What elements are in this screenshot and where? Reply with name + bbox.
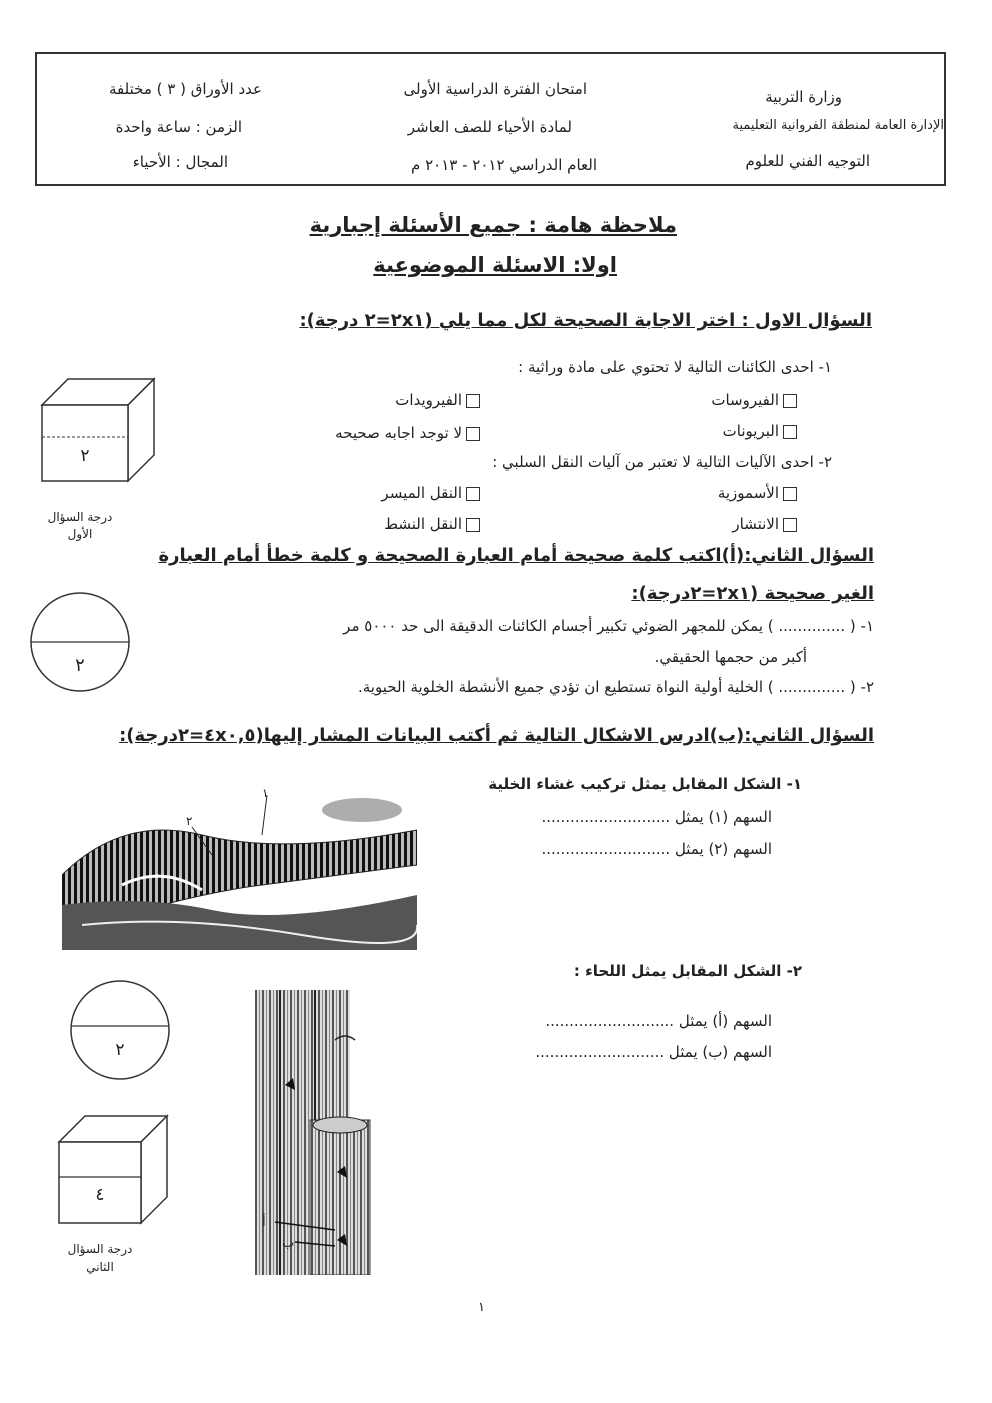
q2a-score-value: ٢ [75, 655, 85, 676]
checkbox[interactable] [783, 487, 797, 501]
q2b-item1-line2: السهم (٢) يمثل ........................... [541, 840, 772, 858]
q2a-heading-line2 [631, 583, 874, 604]
q2-score-label-1: درجة السؤال [67, 1242, 133, 1256]
checkbox[interactable] [783, 394, 797, 408]
cell-membrane-figure [62, 775, 417, 950]
membrane-label-1: ١ [262, 786, 269, 800]
checkbox[interactable] [783, 425, 797, 439]
q2a-item1-cont: أكبر من حجمها الحقيقي. [654, 648, 807, 666]
q1-item1-option4[interactable] [335, 424, 480, 442]
q2-score-cube [55, 1112, 175, 1227]
exam-field: المجال : الأحياء [132, 153, 228, 171]
q1-heading-text: السؤال الاول : اختر الاجابة الصحيحة لكل مما يلي (٢x١=٢ درجة): [299, 310, 872, 331]
q2-score-value: ٤ [95, 1185, 105, 1205]
q1-item1-option1[interactable] [711, 391, 797, 409]
q2b-item1-line1: السهم (١) يمثل ........................... [541, 808, 772, 826]
page-count: عدد الأوراق ( ٣ ) مختلفة [109, 80, 262, 98]
membrane-label-2: ٢ [186, 814, 193, 828]
q1-score-cube [38, 375, 158, 485]
q1-score-value: ٢ [80, 446, 90, 466]
q2b-heading [119, 725, 874, 746]
supervision: التوجيه الفني للعلوم [745, 152, 870, 170]
q2b-score-circle [68, 978, 172, 1082]
notice-title: ملاحظة هامة : جميع الأسئلة إجبارية [309, 213, 677, 237]
q2a-heading-text-2: الغير صحيحة (٢x١=٢درجة): [631, 583, 874, 604]
directorate: الإدارة العامة لمنطقة الفروانية التعليمية [732, 118, 944, 133]
page-number: ١ [478, 1300, 485, 1315]
section-title: اولا: الاسئلة الموضوعية [373, 253, 617, 277]
q2b-item2-line1: السهم (أ) يمثل ........................... [545, 1012, 772, 1030]
q1-item1-option2[interactable] [395, 391, 480, 409]
q2b-item2-text: ٢- الشكل المقابل يمثل اللحاء : [573, 962, 802, 980]
option-label: النقل الميسر [381, 484, 462, 502]
q1-score-label-1: درجة السؤال [47, 510, 113, 524]
q2a-score-circle [28, 590, 132, 694]
q2a-heading-text-1: السؤال الثاني:(أ)اكتب كلمة صحيحة أمام العبارة الصحيحة و كلمة خطأ أمام العبارة [158, 545, 874, 566]
q1-item1-option3[interactable] [723, 422, 797, 440]
checkbox[interactable] [466, 518, 480, 532]
ministry: وزارة التربية [765, 88, 842, 106]
phloem-label-a: أ [262, 1215, 266, 1230]
q2-score-label-2: الثاني [86, 1260, 114, 1274]
q1-item2-option4[interactable] [384, 515, 480, 533]
checkbox[interactable] [466, 427, 480, 441]
q2a-item2: ٢- ( .............. ) الخلية أولية النواة تستطيع ان تؤدي جميع الأنشطة الخلوية الحيوية. [358, 678, 874, 696]
option-label: الفيروسات [711, 391, 779, 409]
q2b-heading-text: السؤال الثاني:(ب)ادرس الاشكال التالية ثم أكتب البيانات المشار إليها(٤x٠,٥=٢درجة): [119, 725, 874, 746]
q1-item2-option3[interactable] [732, 515, 797, 533]
q1-item1-text: ١- احدى الكائنات التالية لا تحتوي على مادة وراثية : [518, 358, 832, 376]
q2b-item2-line2: السهم (ب) يمثل ........................... [535, 1043, 772, 1061]
checkbox[interactable] [783, 518, 797, 532]
q1-item2-text: ٢- احدى الآليات التالية لا تعتبر من آليات النقل السلبي : [492, 453, 832, 471]
q2b-item1-text: ١- الشكل المقابل يمثل تركيب غشاء الخلية [488, 775, 802, 793]
option-label: لا توجد اجابه صحيحه [335, 424, 462, 442]
option-label: البريونات [722, 422, 779, 440]
phloem-label-b: ب [282, 1236, 295, 1251]
checkbox[interactable] [466, 487, 480, 501]
option-label: الانتشار [732, 515, 779, 533]
q2a-heading-line1 [158, 545, 874, 566]
exam-title: امتحان الفترة الدراسية الأولى [403, 80, 587, 98]
academic-year: العام الدراسي ٢٠١٢ - ٢٠١٣ م [411, 156, 597, 174]
q2b-circle-score-value: ٢ [115, 1040, 125, 1060]
exam-time: الزمن : ساعة واحدة [115, 118, 242, 136]
q1-score-label-2: الأول [67, 527, 93, 541]
q1-item2-option2[interactable] [381, 484, 480, 502]
q1-item2-option1[interactable] [718, 484, 797, 502]
q2a-item1: ١- ( .............. ) يمكن للمجهر الضوئي تكبير أجسام الكائنات الدقيقة الى حد ٥٠٠٠ مر [343, 617, 874, 635]
option-label: الفيرويدات [395, 391, 462, 409]
q1-heading [299, 310, 872, 331]
phloem-figure [255, 990, 395, 1275]
checkbox[interactable] [466, 394, 480, 408]
option-label: النقل النشط [384, 515, 462, 533]
subject: لمادة الأحياء للصف العاشر [407, 118, 572, 136]
option-label: الأسموزية [717, 484, 779, 502]
